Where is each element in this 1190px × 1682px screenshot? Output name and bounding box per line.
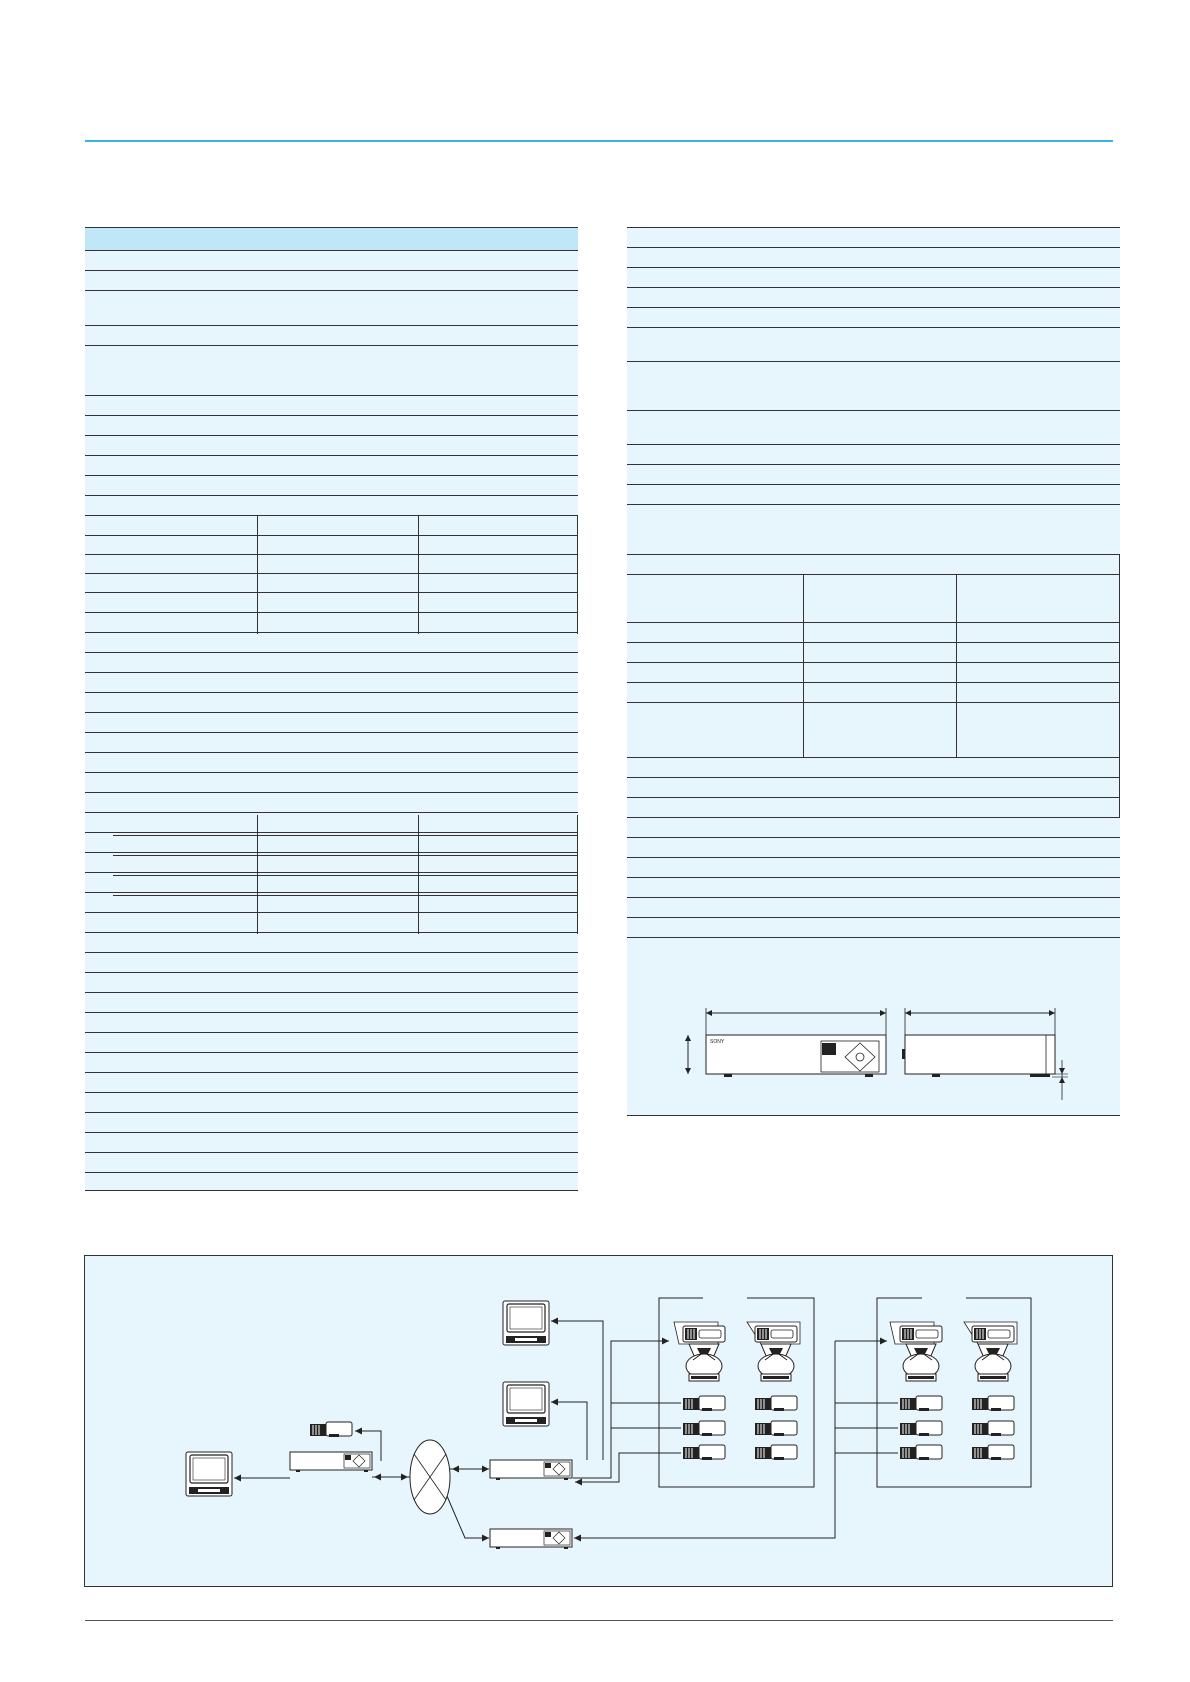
table-rule [85, 535, 578, 536]
table-rule [627, 837, 1120, 838]
site-1-camera-icon [683, 1396, 725, 1411]
table-rule [85, 1172, 578, 1173]
table-rule [85, 852, 578, 853]
table-rule [85, 1072, 578, 1073]
local-controller-2-icon [490, 1529, 572, 1549]
table-rule [85, 792, 578, 793]
table-rule [627, 554, 1120, 555]
table-rule [627, 817, 1120, 818]
table-rule [627, 857, 1120, 858]
table-rule [627, 287, 1120, 288]
table-rule [657, 642, 1120, 643]
table-column-rule [1119, 554, 1120, 817]
table-rule [85, 812, 578, 813]
table-rule [627, 444, 1120, 445]
site-2-camera-icon [972, 1421, 1014, 1436]
table-rule [113, 855, 578, 856]
table-rule [627, 757, 1120, 758]
table-rule [85, 395, 578, 396]
table-rule [85, 495, 578, 496]
table-rule [627, 1115, 1120, 1116]
table-rule [627, 937, 1120, 938]
table-rule [113, 835, 578, 836]
table-rule [627, 484, 1120, 485]
system-diagram-panel [84, 1255, 1113, 1587]
table-rule [85, 932, 578, 933]
table-rule [627, 897, 1120, 898]
right-spec-table [627, 227, 1120, 1115]
table-rule [85, 475, 578, 476]
table-rule [85, 832, 578, 833]
table-rule [85, 1032, 578, 1033]
table-rule [85, 515, 578, 516]
table-rule [85, 1092, 578, 1093]
header-rule [85, 140, 1113, 142]
table-rule [113, 573, 578, 574]
table-rule [657, 682, 1120, 683]
site-1-camera-icon [755, 1445, 797, 1460]
table-column-rule [577, 515, 578, 634]
table-rule [85, 250, 578, 251]
site-1-ptz-camera-2-icon [755, 1326, 797, 1381]
site-1-camera-icon [683, 1445, 725, 1460]
table-rule [85, 1112, 578, 1113]
dimension-drawing [680, 1005, 1100, 1105]
table-rule [627, 797, 1120, 798]
table-rule [85, 290, 578, 291]
table-rule [85, 972, 578, 973]
table-rule [85, 692, 578, 693]
table-rule [85, 892, 578, 893]
front-brand-text: SONY [710, 1039, 725, 1045]
remote-controller-icon [290, 1452, 372, 1472]
table-rule [85, 912, 578, 913]
table-rule [627, 247, 1120, 248]
site-1-camera-icon [755, 1396, 797, 1411]
site-1-ptz-camera-1-icon [683, 1326, 725, 1381]
table-rule [657, 622, 1120, 623]
table-rule [85, 1152, 578, 1153]
table-rule [627, 267, 1120, 268]
system-diagram [85, 1256, 1114, 1588]
table-rule [627, 227, 1120, 228]
table-column-rule [803, 574, 804, 757]
table-rule [627, 327, 1120, 328]
table-rule [85, 1190, 578, 1191]
site-2-camera-icon [972, 1445, 1014, 1460]
local-monitor-2-icon [503, 1382, 549, 1426]
table-rule [85, 1052, 578, 1053]
table-rule [627, 504, 1120, 505]
site-2-camera-icon [900, 1445, 942, 1460]
table-rule [627, 361, 1120, 362]
remote-monitor-icon [186, 1452, 232, 1496]
table-rule [85, 1132, 578, 1133]
remote-camera-icon [310, 1422, 352, 1437]
table-rule [85, 1012, 578, 1013]
footer-rule [85, 1620, 1113, 1621]
table-column-rule [956, 574, 957, 757]
site-2-ptz-camera-1-icon [900, 1326, 942, 1381]
table-rule [627, 410, 1120, 411]
table-rule [85, 752, 578, 753]
local-monitor-1-icon [503, 1301, 549, 1345]
table-column-rule [418, 515, 419, 634]
site-2-ptz-camera-2-icon [972, 1326, 1014, 1381]
table-rule [85, 952, 578, 953]
table-rule [85, 992, 578, 993]
table-column-rule [577, 815, 578, 934]
table-rule [85, 632, 578, 633]
table-rule [85, 672, 578, 673]
table-rule [113, 895, 578, 896]
table-rule [85, 270, 578, 271]
table-rule [657, 662, 1120, 663]
site-2-camera-icon [900, 1421, 942, 1436]
left-spec-table [85, 227, 578, 1190]
table-rule [85, 325, 578, 326]
local-controller-1-icon [490, 1460, 572, 1480]
table-rule [627, 877, 1120, 878]
table-rule [85, 732, 578, 733]
table-rule [113, 592, 578, 593]
table-rule [657, 702, 1120, 703]
site-1-camera-icon [683, 1421, 725, 1436]
table-rule [85, 652, 578, 653]
table-rule [85, 227, 578, 228]
site-1-camera-icon [755, 1421, 797, 1436]
table-rule [85, 455, 578, 456]
table-rule [85, 712, 578, 713]
table-rule [627, 777, 1120, 778]
table-rule [113, 875, 578, 876]
table-rule [85, 435, 578, 436]
site-2-camera-icon [972, 1396, 1014, 1411]
table-rule [657, 574, 1120, 575]
left-spec-table-header [85, 227, 578, 250]
table-column-rule [257, 815, 258, 934]
table-rule [113, 554, 578, 555]
table-column-rule [418, 815, 419, 934]
table-rule [85, 415, 578, 416]
table-rule [85, 872, 578, 873]
site-2-camera-icon [900, 1396, 942, 1411]
table-rule [627, 464, 1120, 465]
table-column-rule [257, 515, 258, 634]
table-rule [85, 345, 578, 346]
table-rule [113, 612, 578, 613]
table-rule [627, 307, 1120, 308]
table-rule [85, 772, 578, 773]
table-rule [627, 917, 1120, 918]
